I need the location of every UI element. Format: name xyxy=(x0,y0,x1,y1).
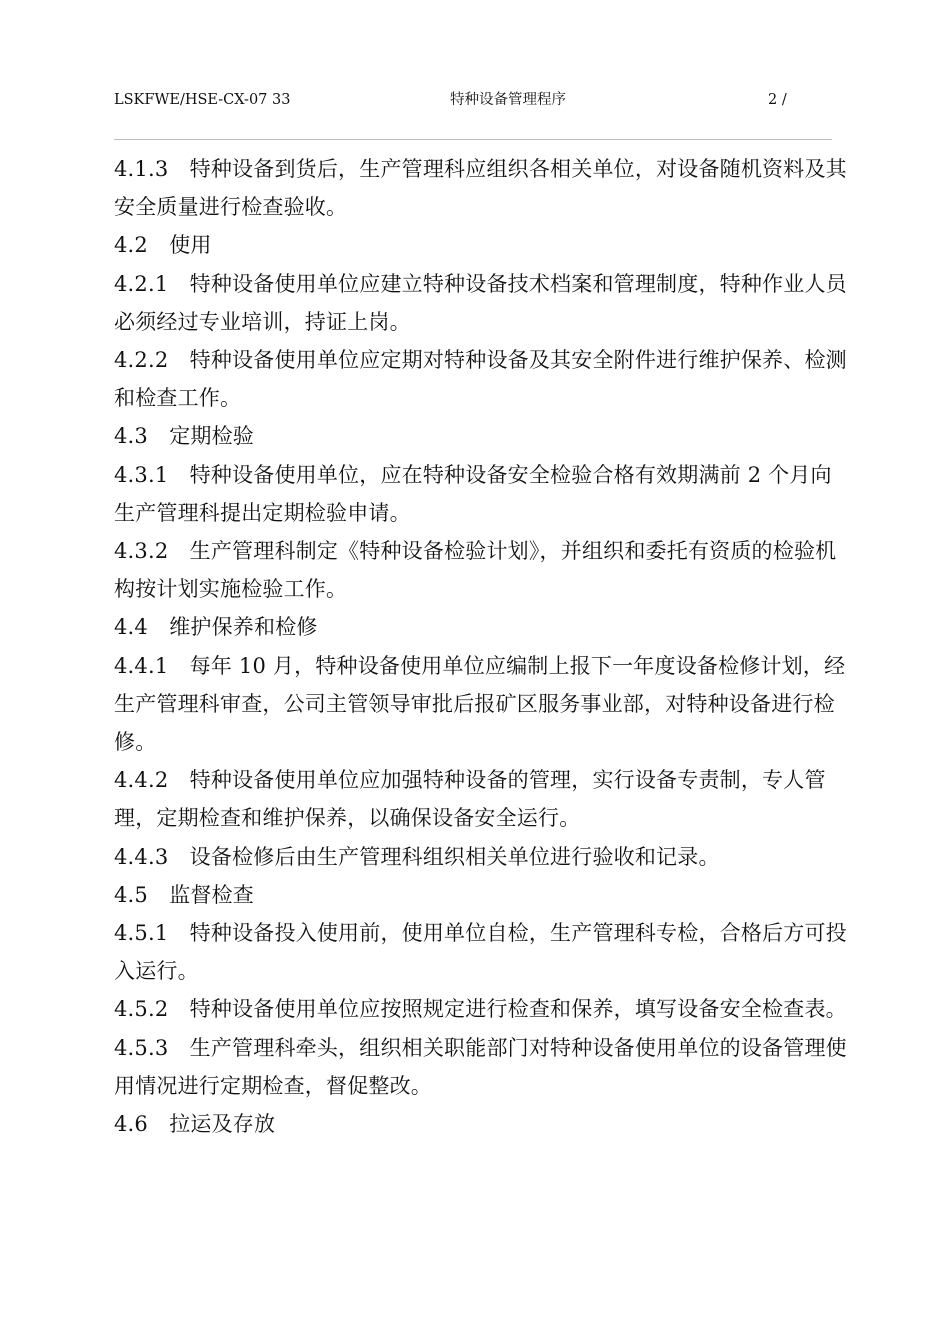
clause-text: 特种设备使用单位应建立特种设备技术档案和管理制度，特种作业人员必须经过专业培训，持证上岗。 xyxy=(114,271,847,334)
clause-4-4-2 xyxy=(114,761,852,837)
clause-4-4-3 xyxy=(114,838,852,876)
section-4-2 xyxy=(114,226,852,264)
clause-number: 4.2 xyxy=(114,233,148,258)
section-4-3 xyxy=(114,417,852,455)
clause-text: 每年 10 月，特种设备使用单位应编制上报下一年度设备检修计划，经生产管理科审查，公司主管领导审批后报矿区服务事业部，对特种设备进行检修。 xyxy=(114,653,846,755)
clause-4-5-3 xyxy=(114,1029,852,1105)
clause-text: 拉运及存放 xyxy=(169,1112,276,1137)
clause-4-4-1 xyxy=(114,647,852,762)
section-4-6 xyxy=(114,1105,852,1143)
clause-number: 4.4.3 xyxy=(114,844,169,869)
clause-text: 特种设备使用单位应按照规定进行检查和保养，填写设备安全检查表。 xyxy=(189,997,847,1022)
clause-number: 4.2.2 xyxy=(114,348,169,373)
section-4-5 xyxy=(114,876,852,914)
clause-4-5-2 xyxy=(114,990,852,1028)
document-title: 特种设备管理程序 xyxy=(450,92,566,108)
document-body xyxy=(114,150,852,1143)
clause-number: 4.5.3 xyxy=(114,1035,169,1060)
clause-text: 设备检修后由生产管理科组织相关单位进行验收和记录。 xyxy=(189,844,720,869)
clause-text: 特种设备到货后，生产管理科应组织各相关单位，对设备随机资料及其安全质量进行检查验收。 xyxy=(114,157,847,220)
clause-text: 特种设备使用单位应加强特种设备的管理，实行设备专责制，专人管理，定期检查和维护保养，以确保设备安全运行。 xyxy=(114,768,826,831)
clause-number: 4.6 xyxy=(114,1112,148,1137)
clause-number: 4.1.3 xyxy=(114,157,169,181)
clause-4-3-2 xyxy=(114,532,852,608)
document-code: LSKFWE/HSE-CX-07 33 xyxy=(114,92,291,108)
page-number: 2 / xyxy=(768,92,787,108)
clause-text: 生产管理科制定《特种设备检验计划》，并组织和委托有资质的检验机构按计划实施检验工作。 xyxy=(114,539,837,602)
clause-text: 监督检查 xyxy=(169,882,255,907)
clause-number: 4.4 xyxy=(114,615,148,640)
clause-number: 4.2.1 xyxy=(114,271,169,296)
clause-number: 4.3.2 xyxy=(114,539,169,564)
clause-text: 使用 xyxy=(169,233,212,258)
clause-number: 4.5.2 xyxy=(114,997,169,1022)
section-4-4 xyxy=(114,608,852,646)
clause-4-3-1 xyxy=(114,456,852,532)
clause-text: 特种设备使用单位，应在特种设备安全检验合格有效期满前 2 个月向生产管理科提出定期检验申请。 xyxy=(114,462,832,525)
clause-number: 4.5 xyxy=(114,882,148,907)
clause-number: 4.5.1 xyxy=(114,921,169,946)
clause-text: 定期检验 xyxy=(169,424,255,449)
clause-4-2-2 xyxy=(114,341,852,417)
clause-text: 特种设备投入使用前，使用单位自检，生产管理科专检，合格后方可投入运行。 xyxy=(114,921,847,984)
clause-number: 4.3.1 xyxy=(114,462,169,487)
clause-4-2-1 xyxy=(114,265,852,341)
clause-text: 特种设备使用单位应定期对特种设备及其安全附件进行维护保养、检测和检查工作。 xyxy=(114,348,847,411)
clause-4-1-3 xyxy=(114,150,852,226)
clause-number: 4.3 xyxy=(114,424,148,449)
clause-number: 4.4.2 xyxy=(114,768,169,793)
clause-text: 生产管理科牵头，组织相关职能部门对特种设备使用单位的设备管理使用情况进行定期检查，督促整改。 xyxy=(114,1035,847,1098)
clause-text: 维护保养和检修 xyxy=(169,615,318,640)
clause-number: 4.4.1 xyxy=(114,653,169,678)
page-header xyxy=(114,90,832,136)
clause-4-5-1 xyxy=(114,914,852,990)
header-divider xyxy=(114,139,832,140)
